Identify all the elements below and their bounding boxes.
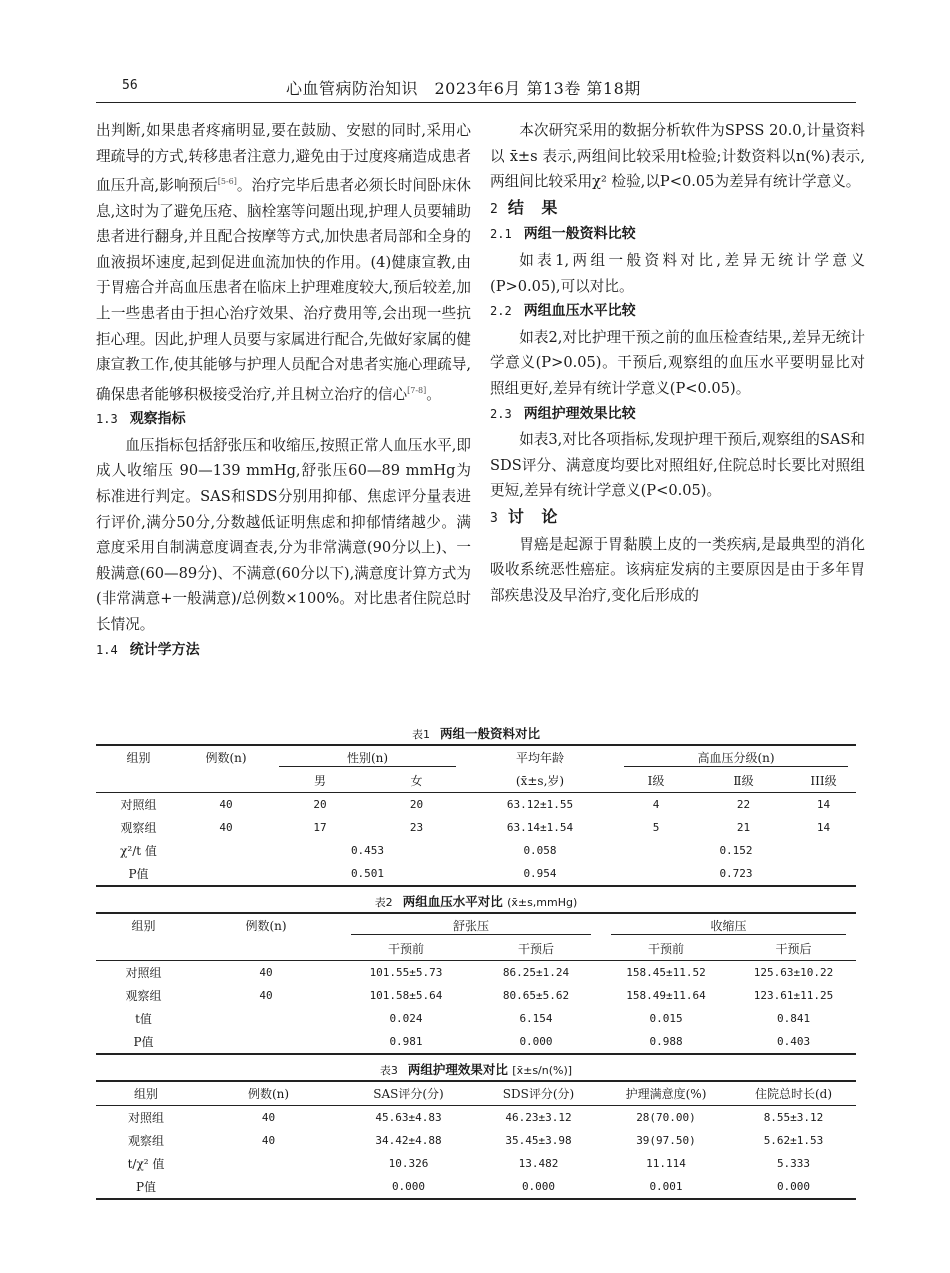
table-grid: [96, 912, 856, 1055]
table-unit: (x̄±s,mmHg): [507, 896, 578, 909]
cell: 5.333: [776, 1157, 811, 1170]
cell: 20: [409, 798, 424, 811]
header-cell: I级: [616, 769, 696, 793]
table-row: [96, 1175, 856, 1199]
cell: 0.000: [471, 1030, 601, 1054]
cell: 101.55±5.73: [369, 966, 443, 979]
section-title: 两组一般资料比较: [523, 226, 636, 243]
header-span-systolic: 收缩压: [611, 917, 846, 935]
section-title: 结 果: [507, 197, 564, 217]
cell: P值: [96, 862, 181, 886]
table-caption: [96, 724, 856, 744]
header-cell: SAS评分(分): [341, 1081, 476, 1106]
cell: [196, 1175, 341, 1199]
table-row: [96, 793, 856, 817]
header-span-sex: 性别(n): [279, 749, 456, 767]
cell: 14: [816, 798, 831, 811]
cell: P值: [96, 1175, 196, 1199]
cell: 80.65±5.62: [502, 989, 570, 1002]
cell: 35.45±3.98: [505, 1134, 572, 1147]
cell: 20: [313, 798, 327, 811]
cell: 22: [736, 798, 751, 811]
cell: 0.152: [719, 844, 753, 857]
cell: [191, 1030, 341, 1054]
section-title: 讨 论: [507, 506, 564, 526]
cell: χ²/t 值: [120, 844, 157, 858]
cell: 40: [259, 966, 273, 979]
header-cell: 干预前: [341, 937, 471, 961]
subsection-heading-2-2: [490, 299, 865, 325]
cell: 0.000: [731, 1175, 856, 1199]
cell: 对照组: [120, 798, 157, 812]
table-row: [96, 862, 856, 886]
paragraph: [96, 118, 471, 407]
cell: 0.000: [476, 1175, 601, 1199]
cell: 8.55±3.12: [763, 1111, 824, 1124]
table-title: 两组血压水平对比: [402, 894, 503, 909]
cell: 观察组: [120, 821, 157, 835]
header-cell: [341, 913, 601, 937]
cell: 101.58±5.64: [369, 989, 443, 1002]
table-1: [96, 724, 856, 887]
paragraph: 本次研究采用的数据分析软件为SPSS 20.0,计量资料以 x̄±s 表示,两组间比较采用t检验;计数资料以n(%)表示,两组间比较采用χ² 检验,以P<0.05为差异有统计学意义。: [490, 122, 865, 191]
text: 。: [426, 385, 441, 403]
table-caption: [96, 1060, 856, 1080]
paragraph: 如表1,两组一般资料对比,差异无统计学意义(P>0.05),可以对比。: [490, 251, 865, 295]
table-row: [96, 961, 856, 985]
cell: 0.403: [731, 1030, 856, 1054]
header-cell: 组别: [96, 913, 191, 937]
section-title: 两组护理效果比较: [523, 405, 636, 422]
cell: 0.015: [649, 1012, 683, 1025]
cell: 158.45±11.52: [626, 966, 706, 979]
cell: 13.482: [518, 1157, 559, 1170]
citation: [5-6]: [217, 177, 237, 187]
cell: 观察组: [127, 1134, 164, 1148]
header-cell: [601, 913, 856, 937]
paragraph: 胃癌是起源于胃黏膜上皮的一类疾病,是最典型的消化吸收系统恶性癌症。该病症发病的主要原因是由于多年胃部疾患没及早治疗,变化后形成的: [490, 535, 865, 604]
cell: 39(97.50): [636, 1134, 696, 1147]
subsection-heading-1-3: [96, 407, 471, 433]
table-row: [96, 1007, 856, 1030]
header-cell: 例数(n): [191, 913, 341, 937]
header-cell: [96, 937, 191, 961]
paragraph: 如表2,对比护理干预之前的血压检查结果,,差异无统计学意义(P>0.05)。干预后,观察组的血压水平要明显比对照组更好,差异有统计学意义(P<0.05)。: [490, 328, 865, 397]
table-row: [96, 839, 856, 862]
cell: 63.12±1.55: [506, 798, 574, 811]
table-title: 两组一般资料对比: [439, 726, 540, 741]
cell: 28(70.00): [636, 1111, 696, 1124]
text: 出判断,如果患者疼痛明显,要在鼓励、安慰的同时,采用心理疏导的方式,转移患者注意力,避免由于过度疼痛造成患者血压升高,影响预后: [96, 122, 471, 195]
table-row: [96, 1152, 856, 1175]
cell: 40: [259, 989, 273, 1002]
subsection-heading-2-3: [490, 402, 865, 428]
table-3: [96, 1060, 856, 1200]
cell: 63.14±1.54: [506, 821, 574, 834]
cell: 34.42±4.88: [375, 1134, 442, 1147]
header-cell: 女: [369, 769, 464, 793]
cell: 0.001: [601, 1175, 731, 1199]
header-cell: 例数(n): [181, 745, 271, 769]
cell: 对照组: [125, 966, 162, 980]
cell: 观察组: [125, 989, 162, 1003]
cell: 11.114: [646, 1157, 686, 1170]
cell: 86.25±1.24: [502, 966, 570, 979]
cell: 0.501: [271, 862, 464, 886]
header-cell: [616, 745, 856, 769]
section-number: 2: [490, 201, 498, 217]
section-number: 2.2: [490, 304, 512, 319]
header-cell: 例数(n): [196, 1081, 341, 1106]
header-cell: 干预前: [601, 937, 731, 961]
table-label: 表2: [374, 896, 393, 909]
cell: [196, 1152, 341, 1175]
section-number: 3: [490, 510, 498, 526]
section-title: 观察指标: [129, 411, 186, 428]
section-title: 两组血压水平比较: [523, 303, 636, 320]
subsection-heading-1-4: [96, 638, 471, 664]
header-cell: 组别: [96, 745, 181, 769]
header-cell: 男: [271, 769, 369, 793]
table-row: [96, 1129, 856, 1152]
cell: 0.000: [341, 1175, 476, 1199]
table-row: [96, 816, 856, 839]
cell: 0.723: [616, 862, 856, 886]
cell: [181, 862, 271, 886]
cell: P值: [96, 1030, 191, 1054]
citation: [7-8]: [407, 385, 427, 395]
cell: 4: [652, 798, 660, 811]
cell: 21: [736, 821, 751, 834]
header-cell: 护理满意度(%): [601, 1081, 731, 1106]
journal-title: 心血管病防治知识 2023年6月 第13卷 第18期: [286, 79, 641, 98]
section-number: 1.4: [96, 642, 118, 657]
cell: 158.49±11.64: [626, 989, 706, 1002]
table-label: 表3: [379, 1064, 398, 1077]
table-row: [96, 984, 856, 1007]
cell: 123.61±11.25: [753, 989, 834, 1002]
cell: 0.841: [776, 1012, 811, 1025]
paragraph: 血压指标包括舒张压和收缩压,按照正常人血压水平,即成人收缩压 90—139 mmHg,舒张压60—89 mmHg为标准进行判定。SAS和SDS分别用抑郁、焦虑评分量表进行评价,满分50分,分数越低证明焦虑和抑郁情绪越少。满意度采用自制满意度调查表,分为非常满意(90分以上)、一般满意(60—89分)、不满意(60分以下),满意度计算方式为(非常满意+一般满意)/总例数×100%。对比患者住院总时长情况。: [96, 436, 471, 633]
cell: 125.63±10.22: [753, 966, 834, 979]
paragraph: 如表3,对比各项指标,发现护理干预后,观察组的SAS和SDS评分、满意度均要比对照组好,住院总时长要比对照组更短,差异有统计学意义(P<0.05)。: [490, 431, 865, 500]
cell: 0.988: [601, 1030, 731, 1054]
cell: [181, 839, 271, 862]
header-cell: [271, 745, 464, 769]
header-span-diastolic: 舒张压: [351, 917, 591, 935]
cell: 5: [652, 821, 660, 834]
cell: t值: [135, 1012, 152, 1026]
page-number: 56: [122, 78, 138, 93]
cell: 6.154: [519, 1012, 553, 1025]
cell: 45.63±4.83: [375, 1111, 442, 1124]
header-span-grade: 高血压分级(n): [624, 749, 848, 767]
header-cell: (x̄±s,岁): [464, 769, 616, 793]
cell: 40: [219, 798, 233, 811]
table-row: [96, 1030, 856, 1054]
header-cell: III级: [791, 769, 856, 793]
subsection-heading-2-1: [490, 222, 865, 248]
cell: 0.024: [389, 1012, 423, 1025]
table-grid: [96, 1080, 856, 1200]
cell: 40: [261, 1111, 276, 1124]
cell: 40: [219, 821, 233, 834]
header-cell: [96, 769, 181, 793]
cell: 14: [816, 821, 831, 834]
cell: 10.326: [388, 1157, 429, 1170]
left-column: [96, 118, 471, 663]
cell: 46.23±3.12: [505, 1111, 572, 1124]
table-label: 表1: [411, 728, 430, 741]
cell: [191, 1007, 341, 1030]
cell: 5.62±1.53: [763, 1134, 824, 1147]
cell: 23: [409, 821, 424, 834]
cell: 17: [313, 821, 327, 834]
header-cell: 组别: [96, 1081, 196, 1106]
running-header: [96, 76, 856, 103]
table-unit: [x̄±s/n(%)]: [512, 1064, 573, 1077]
header-cell: [181, 769, 271, 793]
header-cell: 平均年龄: [464, 745, 616, 769]
section-number: 1.3: [96, 412, 118, 427]
header-cell: SDS评分(分): [476, 1081, 601, 1106]
table-row: [96, 1106, 856, 1130]
table-grid: [96, 744, 856, 887]
section-number: 2.3: [490, 406, 512, 421]
text: 。治疗完毕后患者必须长时间卧床休息,这时为了避免压疮、脑栓塞等问题出现,护理人员要辅助患者进行翻身,并且配合按摩等方式,加快患者局部和全身的血液损坏速度,起到促进血流加快的作用。(4)健康宣教,由于胃癌合并高血压患者在临床上护理难度较大,预后较差,加上一些患者由于担心治疗效果、治疗费用等,会出现一些抗拒心理。因此,护理人员要与家属进行配合,先做好家属的健康宣教工作,使其能够与护理人员配合对患者实施心理疏导,确保患者能够积极接受治疗,并且树立治疗的信心: [96, 177, 471, 403]
cell: 40: [261, 1134, 276, 1147]
section-number: 2.1: [490, 227, 512, 242]
table-title: 两组护理效果对比: [407, 1062, 508, 1077]
section-heading-3: [490, 504, 865, 532]
header-cell: 住院总时长(d): [731, 1081, 856, 1106]
table-2: [96, 892, 856, 1055]
table-caption: [96, 892, 856, 912]
header-cell: 干预后: [471, 937, 601, 961]
header-cell: Ⅱ级: [696, 769, 791, 793]
cell: 0.058: [523, 844, 557, 857]
right-column: [490, 118, 865, 608]
header-cell: 干预后: [731, 937, 856, 961]
section-heading-2: [490, 195, 865, 223]
cell: 0.453: [350, 844, 385, 857]
cell: 0.981: [341, 1030, 471, 1054]
cell: t/χ² 值: [127, 1157, 165, 1171]
section-title: 统计学方法: [129, 641, 200, 658]
header-cell: [191, 937, 341, 961]
cell: 对照组: [127, 1111, 164, 1125]
cell: 0.954: [464, 862, 616, 886]
